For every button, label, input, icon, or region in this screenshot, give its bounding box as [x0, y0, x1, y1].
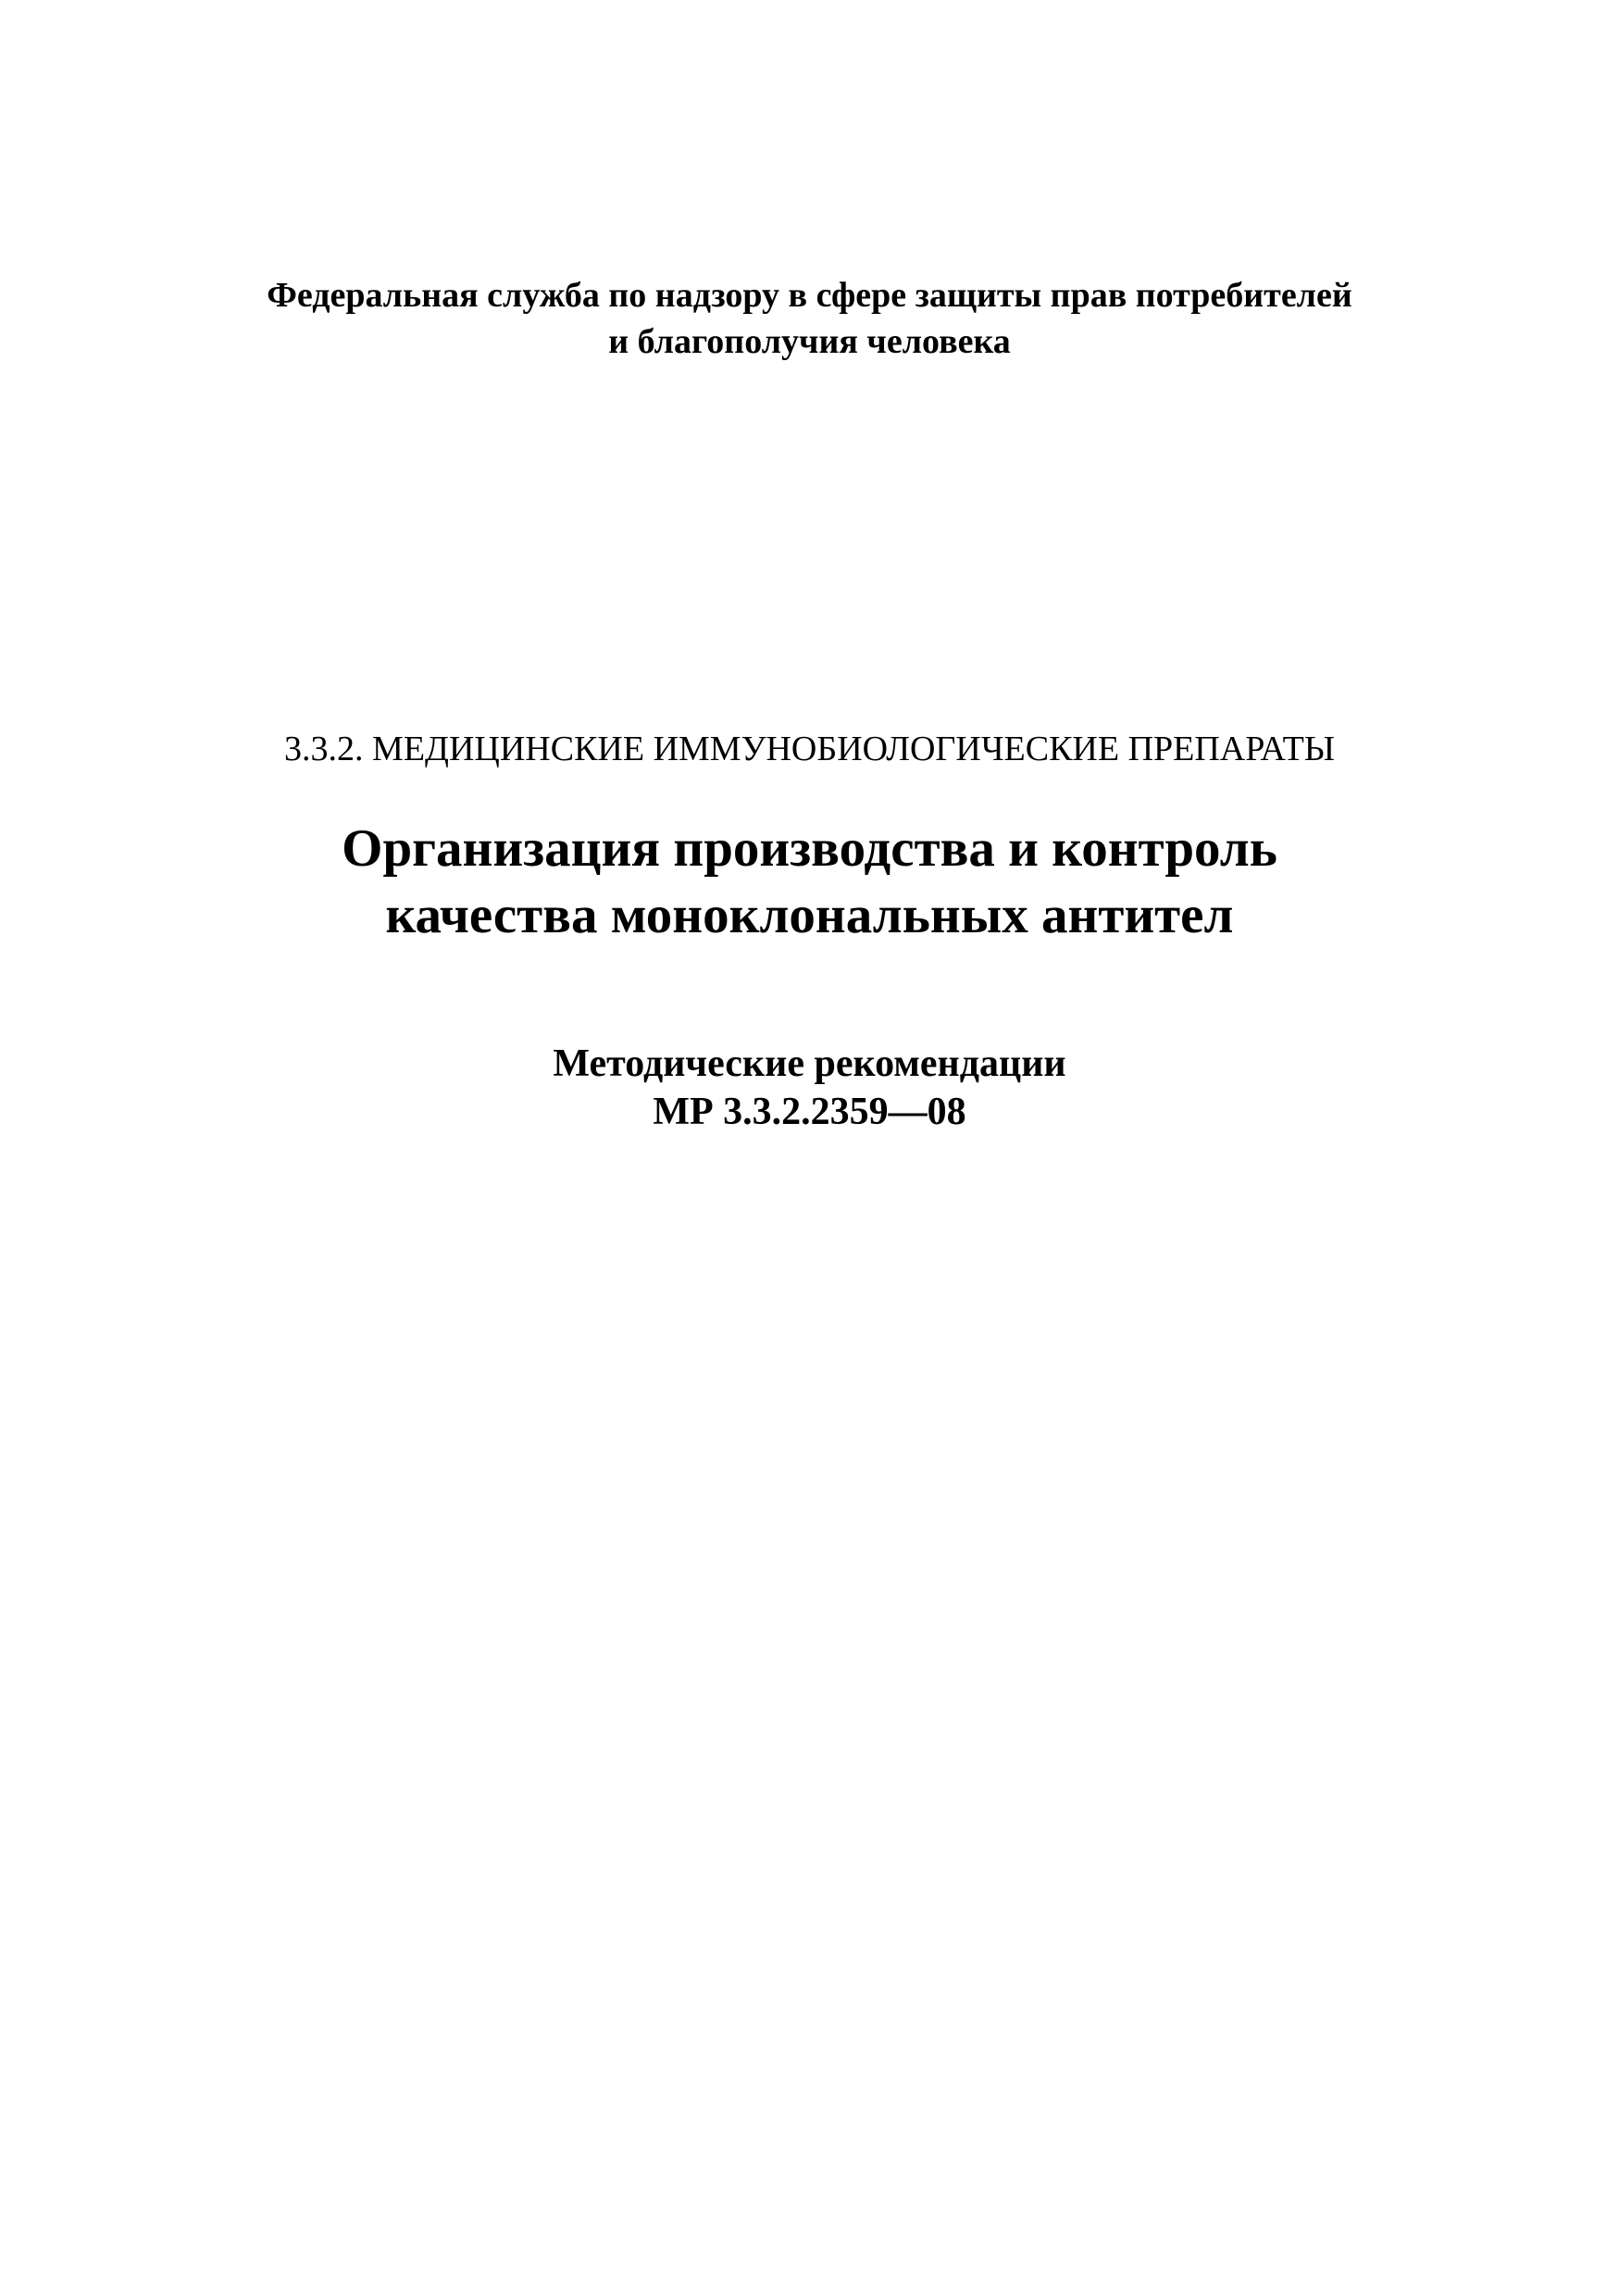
document-title-line-2: качества моноклональных антител: [385, 886, 1234, 944]
document-type: Методические рекомендации: [553, 1042, 1066, 1085]
section-heading: 3.3.2. МЕДИЦИНСКИЕ ИММУНОБИОЛОГИЧЕСКИЕ ПРЕПАРАТЫ: [284, 730, 1335, 768]
document-number: МР 3.3.2.2359—08: [653, 1091, 966, 1133]
agency-line-2: и благополучия человека: [608, 322, 1011, 361]
agency-line-1: Федеральная служба по надзору в сфере защиты прав потребителей: [267, 276, 1352, 315]
document-title-line-1: Организация производства и контроль: [342, 819, 1277, 878]
